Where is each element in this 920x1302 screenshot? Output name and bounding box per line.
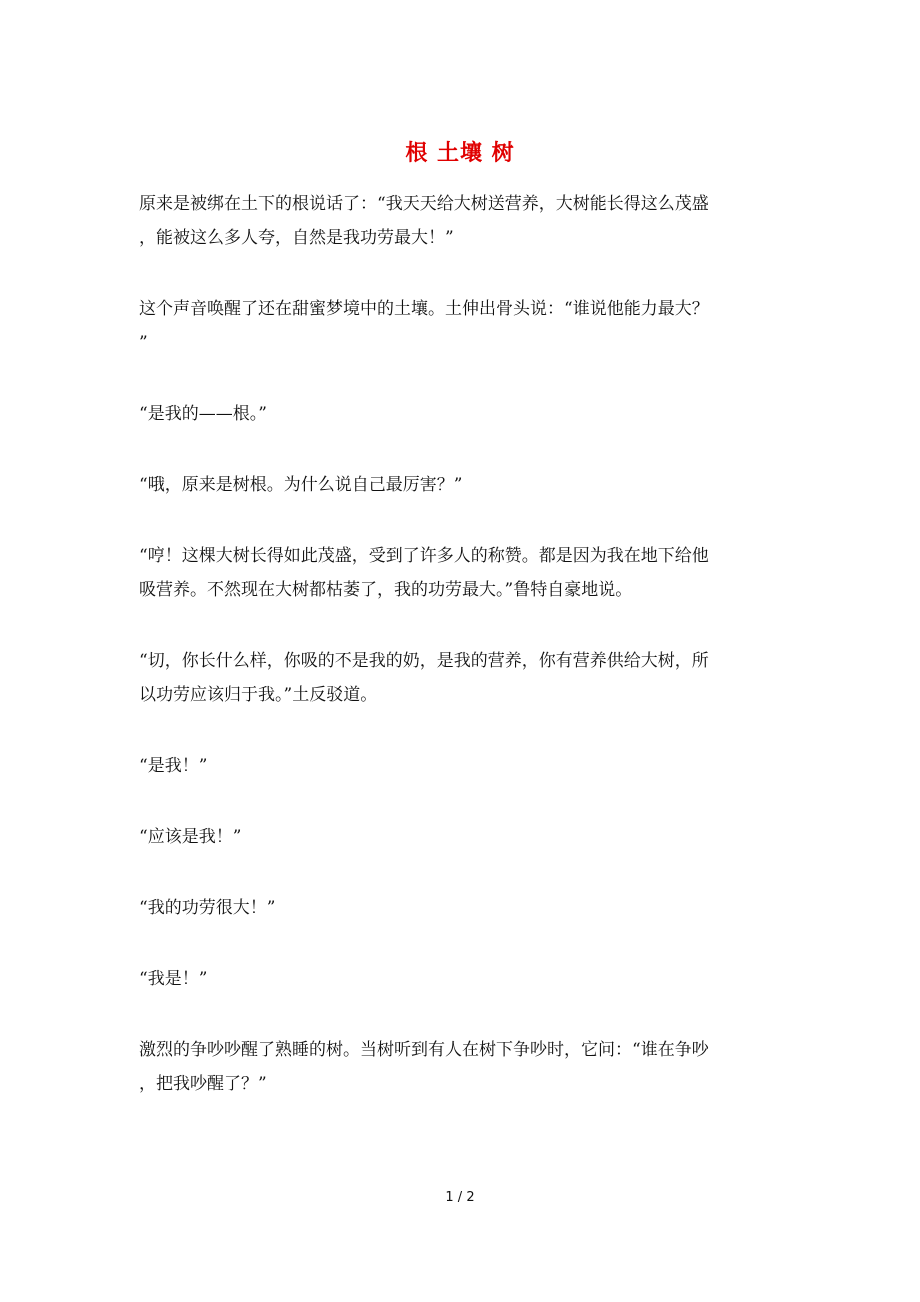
page-number: 1 / 2 [445, 1190, 475, 1205]
paragraph-8: “应该是我！” [139, 827, 242, 847]
paragraph-5: “哼！这棵大树长得如此茂盛，受到了许多人的称赞。都是因为我在地下给他 吸营养。不然现在大树都枯萎了，我的功劳最大。”鲁特自豪地说。 [139, 546, 709, 600]
document-body [139, 187, 779, 1138]
paragraph-11: 激烈的争吵吵醒了熟睡的树。当树听到有人在树下争吵时，它问：“谁在争吵 ，把我吵醒了？” [139, 1040, 709, 1094]
document-title: 根 土壤 树 [405, 141, 515, 166]
paragraph-7: “是我！” [139, 756, 208, 776]
paragraph-6: “切，你长什么样，你吸的不是我的奶，是我的营养，你有营养供给大树，所 以功劳应该归于我。”土反驳道。 [139, 651, 709, 705]
paragraph-2: 这个声音唤醒了还在甜蜜梦境中的土壤。土伸出骨头说：“谁说他能力最大？ ” [139, 299, 709, 353]
paragraph-10: “我是！” [139, 969, 208, 989]
paragraph-1: 原来是被绑在土下的根说话了：“我天天给大树送营养，大树能长得这么茂盛 ，能被这么多人夸，自然是我功劳最大！” [139, 194, 709, 248]
paragraph-4: “哦，原来是树根。为什么说自己最厉害？” [139, 475, 463, 495]
paragraph-3: “是我的——根。” [139, 404, 267, 424]
paragraph-9: “我的功劳很大！” [139, 898, 276, 918]
